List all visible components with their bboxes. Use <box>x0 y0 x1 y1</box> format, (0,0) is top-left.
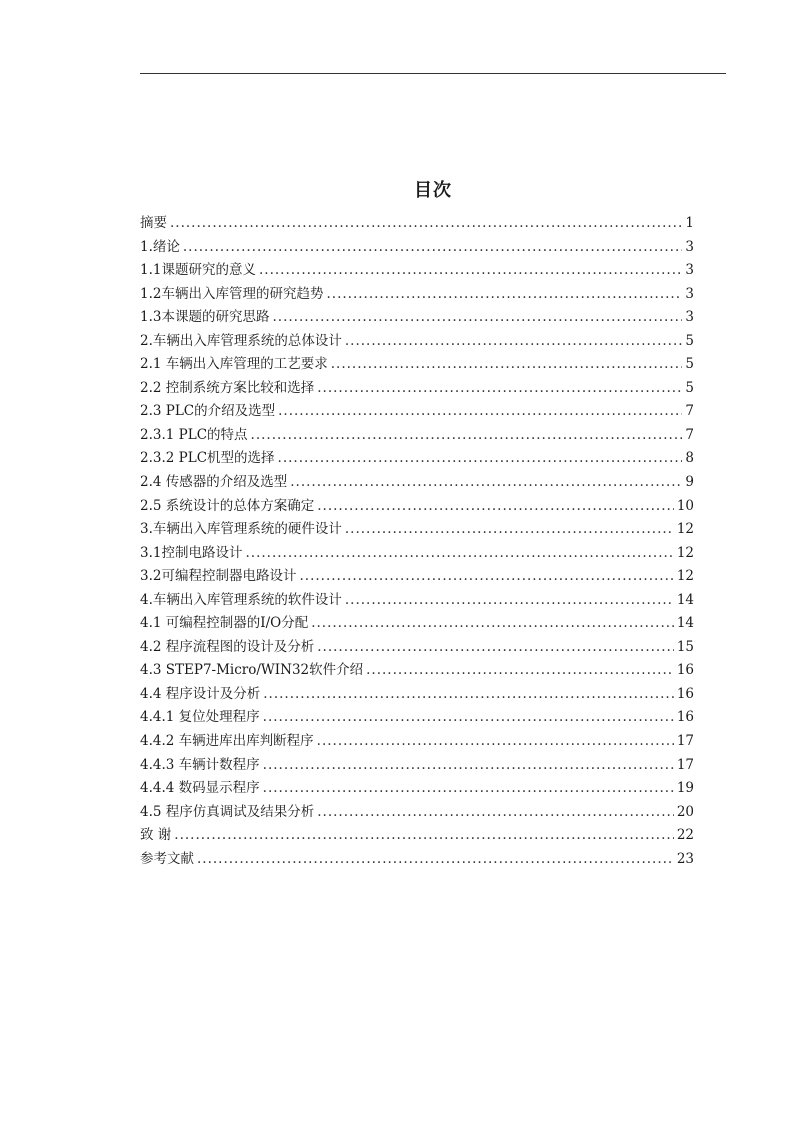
toc-dot-leader <box>290 471 682 495</box>
toc-entry-title: 1.2车辆出入库管理的研究趋势 <box>140 285 324 302</box>
toc-entry[interactable] <box>140 636 694 660</box>
toc-dot-leader <box>299 565 673 589</box>
toc-entry-title: 2.5 系统设计的总体方案确定 <box>140 497 315 514</box>
toc-page-number: 23 <box>676 850 694 867</box>
toc-entry-title: 3.车辆出入库管理系统的硬件设计 <box>140 521 342 538</box>
table-of-contents <box>140 212 694 871</box>
toc-dot-leader <box>331 353 683 377</box>
toc-page-number: 14 <box>676 615 694 632</box>
toc-entry-title: 2.4 传感器的介绍及选型 <box>140 474 288 491</box>
toc-entry-title: 4.1 可编程控制器的I/O分配 <box>140 615 309 632</box>
toc-entry[interactable] <box>140 801 694 825</box>
toc-dot-leader <box>272 306 682 330</box>
toc-entry-title: 4.4.4 数码显示程序 <box>140 780 260 797</box>
toc-page-number: 12 <box>676 568 694 585</box>
toc-page-number: 12 <box>676 521 694 538</box>
toc-dot-leader <box>170 212 682 236</box>
toc-entry[interactable] <box>140 518 694 542</box>
toc-entry[interactable] <box>140 424 694 448</box>
header-rule <box>140 73 726 74</box>
toc-entry-title: 4.4 程序设计及分析 <box>140 685 261 702</box>
toc-page-number: 3 <box>685 309 694 326</box>
toc-page-number: 8 <box>685 450 694 467</box>
toc-entry[interactable] <box>140 683 694 707</box>
toc-entry-title: 致 谢 <box>140 827 172 844</box>
toc-page-number: 5 <box>685 356 694 373</box>
toc-page-number: 19 <box>676 780 694 797</box>
toc-entry-title: 4.4.1 复位处理程序 <box>140 709 260 726</box>
toc-page-number: 22 <box>676 827 694 844</box>
toc-page-number: 3 <box>685 285 694 302</box>
toc-dot-leader <box>251 424 683 448</box>
toc-entry[interactable] <box>140 754 694 778</box>
toc-page-number: 9 <box>685 474 694 491</box>
toc-page-number: 5 <box>685 332 694 349</box>
toc-entry-title: 4.4.2 车辆进库出库判断程序 <box>140 733 314 750</box>
toc-entry-title: 4.2 程序流程图的设计及分析 <box>140 638 315 655</box>
toc-entry-title: 1.3本课题的研究思路 <box>140 309 270 326</box>
toc-entry[interactable] <box>140 259 694 283</box>
toc-entry-title: 2.1 车辆出入库管理的工艺要求 <box>140 356 328 373</box>
toc-entry-title: 2.2 控制系统方案比较和选择 <box>140 379 315 396</box>
toc-entry-title: 2.3.1 PLC的特点 <box>140 426 248 443</box>
toc-page-number: 16 <box>676 662 694 679</box>
toc-entry[interactable] <box>140 447 694 471</box>
toc-entry[interactable] <box>140 730 694 754</box>
toc-entry-title: 2.3.2 PLC机型的选择 <box>140 450 275 467</box>
toc-dot-leader <box>317 801 674 825</box>
toc-page-number: 5 <box>685 379 694 396</box>
toc-entry[interactable] <box>140 306 694 330</box>
toc-entry[interactable] <box>140 565 694 589</box>
toc-entry[interactable] <box>140 659 694 683</box>
toc-entry[interactable] <box>140 353 694 377</box>
toc-entry[interactable] <box>140 212 694 236</box>
toc-dot-leader <box>345 589 674 613</box>
toc-page-number: 20 <box>676 803 694 820</box>
toc-dot-leader <box>263 754 674 778</box>
toc-entry[interactable] <box>140 777 694 801</box>
toc-page-number: 12 <box>676 544 694 561</box>
toc-entry[interactable] <box>140 589 694 613</box>
toc-page-number: 1 <box>685 215 694 231</box>
toc-entry[interactable] <box>140 283 694 307</box>
toc-page-number: 16 <box>676 685 694 702</box>
toc-entry-title: 参考文献 <box>140 850 194 867</box>
toc-page-number: 14 <box>676 591 694 608</box>
toc-entry[interactable] <box>140 824 694 848</box>
toc-entry-title: 4.4.3 车辆计数程序 <box>140 756 260 773</box>
toc-entry[interactable] <box>140 848 694 872</box>
toc-entry[interactable] <box>140 471 694 495</box>
toc-dot-leader <box>263 683 674 707</box>
toc-dot-leader <box>278 447 683 471</box>
toc-page-number: 16 <box>676 709 694 726</box>
toc-title: 目次 <box>414 180 452 201</box>
toc-page-number: 7 <box>685 403 694 420</box>
toc-entry[interactable] <box>140 330 694 354</box>
toc-dot-leader <box>317 495 674 519</box>
toc-entry-title: 4.5 程序仿真调试及结果分析 <box>140 803 315 820</box>
toc-dot-leader <box>197 848 674 872</box>
toc-dot-leader <box>366 659 674 683</box>
toc-page-number: 3 <box>685 238 694 255</box>
toc-dot-leader <box>326 283 682 307</box>
toc-page-number: 17 <box>676 756 694 773</box>
toc-entry-title: 摘要 <box>140 215 167 231</box>
toc-entry-title: 2.3 PLC的介绍及选型 <box>140 403 276 420</box>
toc-entry[interactable] <box>140 542 694 566</box>
toc-entry-title: 1.绪论 <box>140 238 180 255</box>
toc-dot-leader <box>345 518 674 542</box>
toc-dot-leader <box>259 259 682 283</box>
toc-dot-leader <box>245 542 673 566</box>
toc-page-number: 7 <box>685 426 694 443</box>
toc-entry-title: 2.车辆出入库管理系统的总体设计 <box>140 332 342 349</box>
toc-entry-title: 3.1控制电路设计 <box>140 544 243 561</box>
toc-page-number: 17 <box>676 733 694 750</box>
toc-entry-title: 4.车辆出入库管理系统的软件设计 <box>140 591 342 608</box>
toc-dot-leader <box>278 400 682 424</box>
toc-entry-title: 3.2可编程控制器电路设计 <box>140 568 297 585</box>
toc-dot-leader <box>345 330 683 354</box>
toc-page-number: 3 <box>685 262 694 279</box>
toc-dot-leader <box>317 636 674 660</box>
toc-dot-leader <box>317 730 674 754</box>
toc-entry-title: 4.3 STEP7-Micro/WIN32软件介绍 <box>140 662 364 679</box>
toc-page-number: 15 <box>676 638 694 655</box>
toc-entry[interactable] <box>140 377 694 401</box>
toc-entry[interactable] <box>140 706 694 730</box>
toc-page-number: 10 <box>676 497 694 514</box>
toc-entry[interactable] <box>140 400 694 424</box>
toc-entry[interactable] <box>140 495 694 519</box>
toc-entry[interactable] <box>140 612 694 636</box>
toc-entry[interactable] <box>140 236 694 260</box>
toc-dot-leader <box>263 777 674 801</box>
toc-dot-leader <box>317 377 682 401</box>
toc-dot-leader <box>174 824 674 848</box>
toc-entry-title: 1.1课题研究的意义 <box>140 262 256 279</box>
toc-dot-leader <box>311 612 674 636</box>
toc-dot-leader <box>183 236 683 260</box>
toc-dot-leader <box>263 706 674 730</box>
